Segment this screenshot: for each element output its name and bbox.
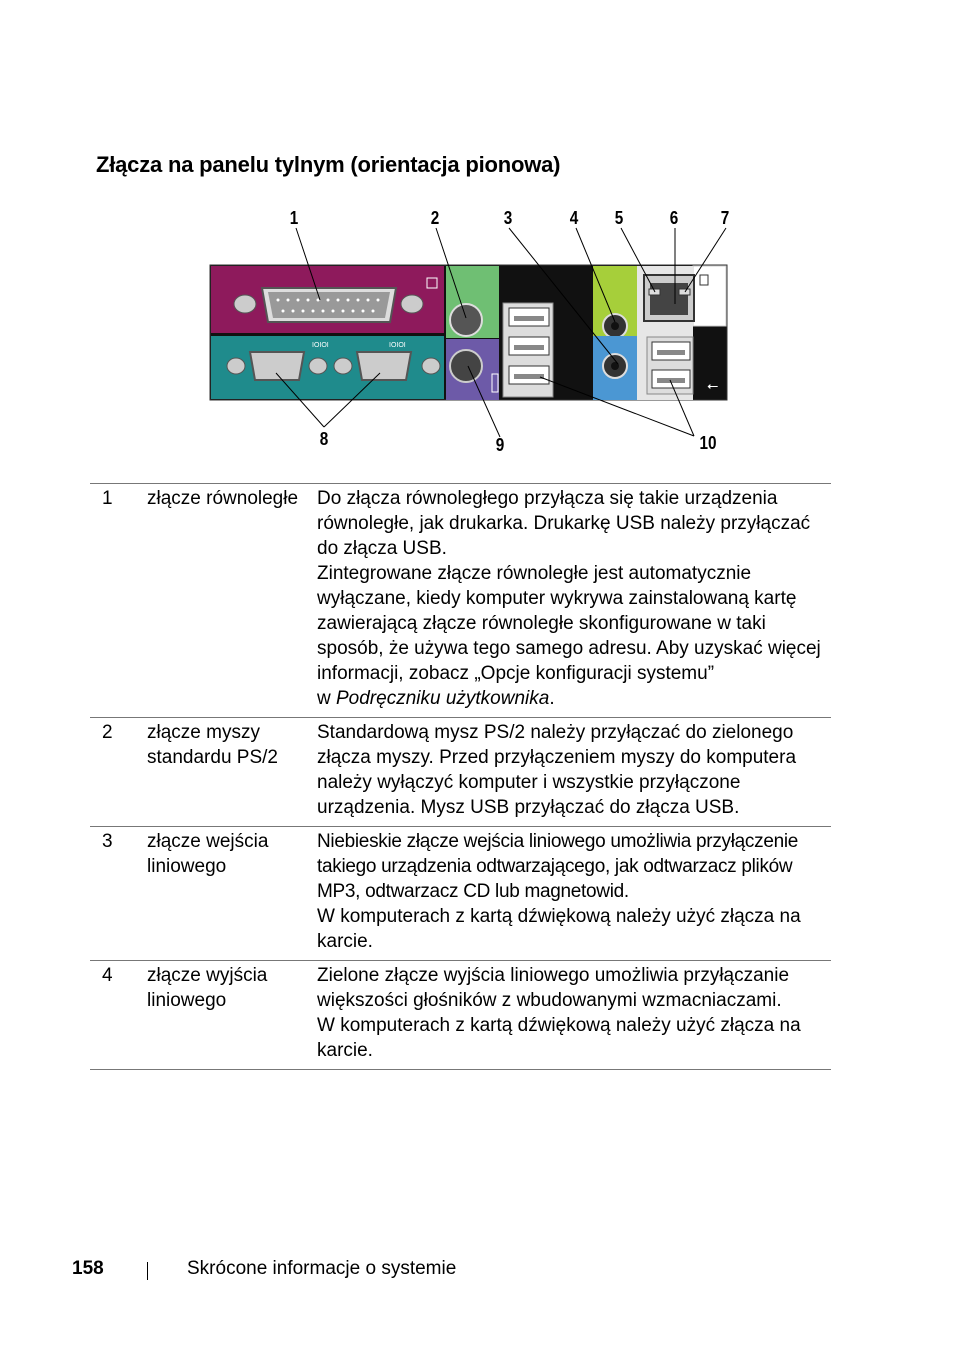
serial1-label: IOIOI — [312, 342, 329, 349]
description-text: Zintegrowane złącze równoległe jest automatycznie wyłączane, kiedy komputer wykrywa zainstalowaną kartę zawierającą złącze równoległe skonfigurowane w taki sposób, że używa tego samego adresu. Aby uzyskać więcej informacji, zobacz „Opcje konfiguracji systemu” — [317, 563, 821, 684]
callout-3: 3 — [503, 208, 513, 228]
table-row — [90, 961, 831, 1070]
line-out-jack-hole — [611, 322, 619, 330]
connector-description — [317, 484, 831, 718]
page-title: Złącza na panelu tylnym (orientacja pionowa) — [96, 152, 561, 177]
callout-2: 2 — [430, 208, 440, 228]
serial2-label: IOIOI — [389, 342, 406, 349]
description-paragraph: Standardową mysz PS/2 należy przyłączać do zielonego złącza myszy. Przed przyłączeniem myszy do komputera należy wyłączyć komputer i wszystkie przyłączone urządzenia. Mysz USB przyłączać do złącza USB. — [317, 722, 797, 818]
back-panel-diagram — [200, 200, 760, 470]
row-number: 3 — [102, 831, 113, 852]
section-title: Skrócone informacje o systemie — [187, 1258, 457, 1279]
description-paragraph: Do złącza równoległego przyłącza się takie urządzenia równoległe, jak drukarka. Drukarkę USB należy przyłączać do złącza USB. — [317, 488, 811, 559]
connector-description — [317, 718, 831, 827]
table-row — [90, 484, 831, 718]
connector-name: złącze równoległe — [147, 488, 299, 509]
footer-divider — [147, 1262, 148, 1280]
parallel-screw-right — [401, 295, 423, 313]
callout-5: 5 — [614, 208, 624, 228]
serial2-screw-left — [334, 358, 352, 374]
reference-title: Podręczniku użytkownika — [336, 688, 550, 709]
reference-suffix: . — [549, 688, 555, 709]
description-paragraph: W komputerach z kartą dźwiękową należy użyć złącza na karcie. — [317, 906, 801, 952]
network-area — [693, 266, 726, 326]
connector-name: złącze myszy standardu PS/2 — [147, 722, 278, 768]
connector-name: złącze wejścia liniowego — [147, 831, 269, 877]
usb-icon: ⭠ — [707, 378, 719, 394]
page-number: 158 — [72, 1258, 104, 1279]
table-row — [90, 827, 831, 961]
description-paragraph — [317, 561, 831, 711]
callout-9: 9 — [495, 435, 505, 455]
usb-port-2-tongue — [514, 345, 544, 350]
description-paragraph: Niebieskie złącze wejścia liniowego umożliwia przyłączenie takiego urządzenia odtwarzającego, jak odtwarzacz plików MP3, odtwarzacz CD lub magnetowid. — [317, 831, 799, 902]
callout-4: 4 — [569, 208, 579, 228]
connector-name: złącze wyjścia liniowego — [147, 965, 268, 1011]
usb-port-3-tongue — [514, 374, 544, 379]
network-port-opening — [650, 283, 688, 315]
reference-prefix: w — [317, 688, 336, 709]
back-panel-figure — [200, 200, 760, 470]
description-paragraph: Zielone złącze wyjścia liniowego umożliwia przyłączanie większości głośników z wbudowanymi wzmacniaczami. — [317, 965, 790, 1011]
connector-table — [90, 483, 831, 1070]
keyboard-port — [450, 350, 482, 382]
serial1-screw-right — [309, 358, 327, 374]
description-paragraph: W komputerach z kartą dźwiękową należy użyć złącza na karcie. — [317, 1015, 801, 1061]
usb-port-1-tongue — [514, 316, 544, 321]
row-number: 2 — [102, 722, 113, 743]
parallel-screw-left — [234, 295, 256, 313]
connector-description — [317, 827, 831, 961]
callout-6: 6 — [669, 208, 679, 228]
serial1-connector — [250, 352, 304, 380]
row-number: 4 — [102, 965, 113, 986]
serial2-connector — [357, 352, 411, 380]
serial1-screw-left — [227, 358, 245, 374]
usb-port-4-tongue — [657, 350, 685, 355]
mouse-port — [450, 304, 482, 336]
callout-7: 7 — [720, 208, 730, 228]
callout-1: 1 — [289, 208, 299, 228]
connector-description — [317, 961, 831, 1070]
callout-10: 10 — [699, 433, 717, 453]
network-led-right — [679, 289, 690, 295]
callout-8: 8 — [319, 429, 329, 449]
serial2-screw-right — [422, 358, 440, 374]
parallel-connector-pins — [268, 292, 390, 318]
table-row — [90, 718, 831, 827]
row-number: 1 — [102, 488, 113, 509]
